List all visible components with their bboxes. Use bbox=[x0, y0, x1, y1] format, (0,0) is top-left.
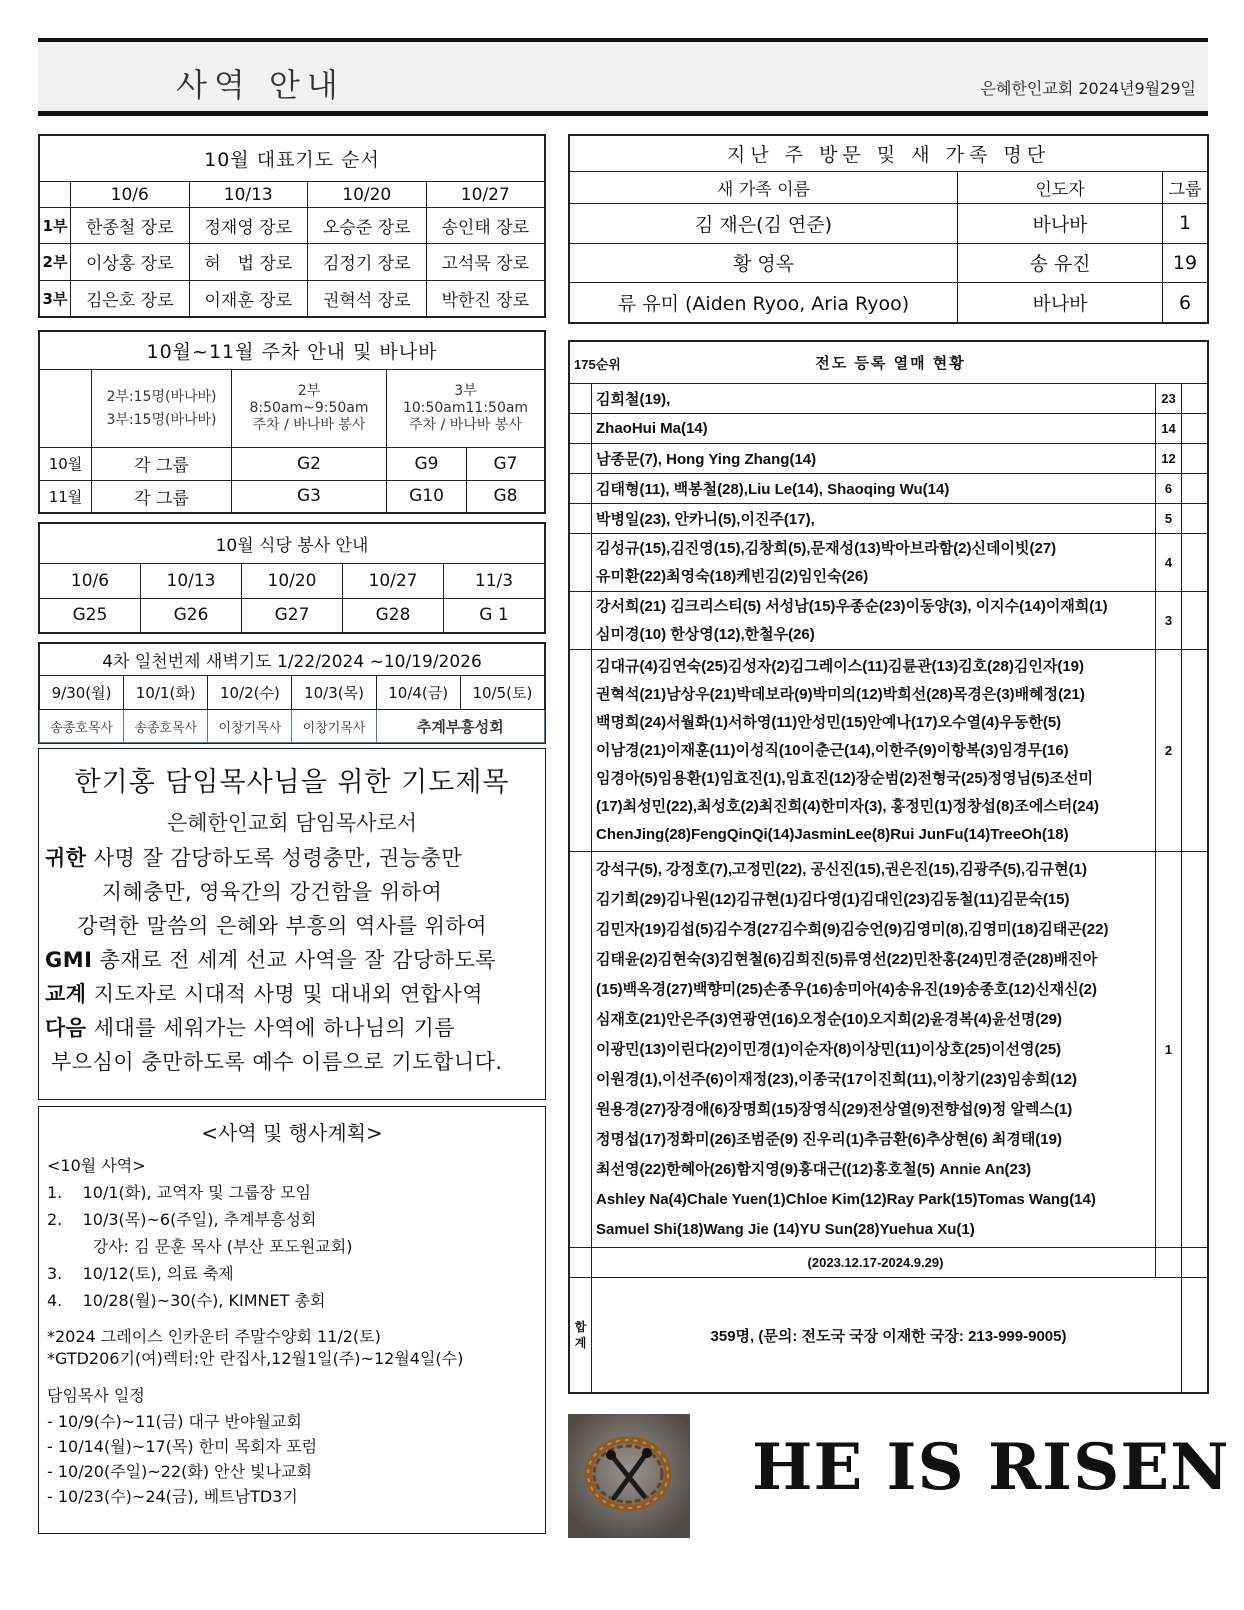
parking-head-line: 3부 bbox=[454, 383, 477, 399]
names-line: (15)백옥경(27)백향미(25)손종우(16)송미아(4)송유진(19)송종호(12)신재신(2) bbox=[596, 980, 1098, 998]
schedule-item: 1. 10/1(화), 교역자 및 그룹장 모임 bbox=[47, 1183, 312, 1202]
schedule-subtitle: <10월 사역> bbox=[47, 1156, 146, 1175]
evangelism-section bbox=[568, 340, 1209, 1394]
names-line: 김성규(15),김진영(15),김창희(5),문재성(13)박아브라함(2)신데이빗(27) bbox=[596, 539, 1057, 557]
schedule-note: *GTD206기(여)렉터:안 란집사,12월1일(주)~12월4일(수) bbox=[47, 1349, 464, 1368]
evangelism-period: (2023.12.17-2024.9.29) bbox=[592, 1248, 1156, 1278]
dawn-day: 10/4(금) bbox=[376, 676, 460, 710]
prayer-line bbox=[39, 1045, 545, 1079]
prayer-date: 10/27 bbox=[426, 182, 545, 208]
prayer-date: 10/6 bbox=[71, 182, 190, 208]
parking-head-line: 8:50am~9:50am bbox=[249, 400, 369, 416]
elder-name: 김은호 장로 bbox=[71, 280, 190, 316]
dawn-leader: 이창기목사 bbox=[208, 710, 292, 743]
names-line: 권혁석(21)남상우(21)박데보라(9)박미의(12)박희선(28)목경은(3)배혜정(21) bbox=[596, 685, 1085, 703]
names-line: 강서희(21) 김크리스티(5) 서성남(15)우종순(23)이동양(3), 이지수(14)이재희(1) bbox=[596, 597, 1108, 615]
visitor-group: 1 bbox=[1163, 204, 1208, 244]
names-line: 이광민(13)이린다(2)이민경(1)이순자(8)이상민(11)이상호(25)이선영(25) bbox=[596, 1040, 1062, 1058]
parking-cell: G9 bbox=[387, 448, 467, 481]
evangelism-names bbox=[592, 650, 1156, 852]
prayer-text: 사명 잘 감당하도록 성령충만, 권능충만 bbox=[86, 846, 463, 870]
column-header: 그룹 bbox=[1163, 172, 1208, 204]
dawn-event: 추계부흥성회 bbox=[376, 710, 544, 743]
table-row bbox=[570, 852, 1208, 1248]
prayer-topics-section bbox=[38, 748, 546, 1100]
prayer-text: 세대를 세워가는 사역에 하나님의 기름 bbox=[86, 1016, 456, 1040]
elder-name: 송인태 장로 bbox=[426, 208, 545, 244]
prayer-date: 10/20 bbox=[308, 182, 427, 208]
schedule-item: 2. 10/3(목)~6(주일), 추계부흥성회 bbox=[47, 1210, 317, 1229]
evangelism-names bbox=[592, 384, 1156, 414]
names-line: 심미경(10) 한상영(12),한철우(26) bbox=[596, 625, 815, 643]
parking-cell: 각 그룹 bbox=[92, 448, 232, 481]
church-date: 은혜한인교회 2024년9월29일 bbox=[980, 79, 1196, 98]
evangelism-count: 6 bbox=[1156, 474, 1182, 504]
elder-name: 허 법 장로 bbox=[189, 244, 308, 280]
table-row bbox=[570, 243, 1208, 283]
table-row bbox=[570, 414, 1208, 444]
prayer-order-section bbox=[38, 134, 546, 318]
cafeteria-date: 10/6 bbox=[40, 564, 141, 599]
parking-head-line: 3부:15명(바나바) bbox=[106, 411, 217, 428]
prayer-text: 지도자로 시대적 사명 및 대내외 연합사역 bbox=[86, 982, 483, 1006]
prayer-lead: 교계 bbox=[45, 982, 87, 1006]
parking-head-line: 2부 bbox=[297, 383, 321, 399]
dawn-leader: 송종호목사 bbox=[40, 710, 124, 743]
table-row bbox=[570, 384, 1208, 414]
names-line: (17)최성민(22),최성호(2)최진희(4)한미자(3), 홍정민(1)정창섭(8)조에스터(24) bbox=[596, 797, 1099, 815]
blank-cell bbox=[40, 182, 71, 208]
prayer-line bbox=[39, 943, 545, 977]
names-line: 김민자(19)김섭(5)김수경(27김수희(9)김승언(9)김영미(8),김영미(18)김태곤(22) bbox=[596, 920, 1109, 938]
table-row bbox=[570, 204, 1208, 244]
elder-name: 오승준 장로 bbox=[308, 208, 427, 244]
parking-section bbox=[38, 330, 546, 514]
evangelism-total: 359명, (문의: 전도국 국장 이재한 국장: 213-999-9005) bbox=[592, 1278, 1182, 1393]
names-line: 이원경(1),이선주(6)이재정(23),이종국(17이진희(11),이창기(23)임송희(12) bbox=[596, 1070, 1078, 1088]
table-row bbox=[40, 208, 545, 244]
prayer-lead: GMI bbox=[45, 948, 93, 972]
evangelism-names bbox=[592, 444, 1156, 474]
table-row bbox=[40, 480, 545, 513]
parking-head-line: 주차 / 바나바 봉사 bbox=[252, 417, 366, 433]
dawn-day: 10/2(수) bbox=[208, 676, 292, 710]
parking-head-line: 주차 / 바나바 봉사 bbox=[409, 417, 522, 433]
prayer-line bbox=[39, 977, 545, 1011]
prayer-date: 10/13 bbox=[189, 182, 308, 208]
elder-name: 정재영 장로 bbox=[189, 208, 308, 244]
cafeteria-group: G25 bbox=[40, 598, 141, 633]
service-label: 2부 bbox=[40, 244, 71, 280]
he-is-risen-banner: HE IS RISEN bbox=[752, 1430, 1230, 1505]
evangelism-count: 5 bbox=[1156, 504, 1182, 534]
names-line: 김태형(11), 백봉철(28),Liu Le(14), Shaoqing Wu(14) bbox=[596, 481, 950, 498]
names-line: Ashley Na(4)Chale Yuen(1)Chloe Kim(12)Ray Park(15)Tomas Wang(14) bbox=[596, 1190, 1096, 1208]
dawn-prayer-section bbox=[38, 642, 546, 744]
prayer-text: 지혜충만, 영육간의 강건함을 위하여 bbox=[101, 880, 443, 904]
cafeteria-date: 10/13 bbox=[141, 564, 242, 599]
total-label: 합계 bbox=[570, 1278, 592, 1393]
evangelism-names bbox=[592, 504, 1156, 534]
parking-cell: G2 bbox=[232, 448, 387, 481]
visitors-title: 지난 주 방문 및 새 가족 명단 bbox=[570, 136, 1208, 172]
elder-name: 권혁석 장로 bbox=[308, 280, 427, 316]
crown-of-thorns-nails-icon bbox=[568, 1414, 690, 1538]
visitor-name: 황 영옥 bbox=[570, 243, 958, 283]
evangelism-count: 3 bbox=[1156, 592, 1182, 650]
schedule-item: 4. 10/28(월)~30(수), KIMNET 총회 bbox=[47, 1291, 326, 1310]
elder-name: 이상홍 장로 bbox=[71, 244, 190, 280]
parking-cell: G8 bbox=[467, 480, 545, 513]
parking-cell: 각 그룹 bbox=[92, 480, 232, 513]
evangelism-names bbox=[592, 414, 1156, 444]
prayer-order-title: 10월 대표기도 순서 bbox=[40, 136, 545, 182]
pastor-schedule-item: - 10/9(수)~11(금) 대구 반야월교회 bbox=[47, 1412, 302, 1431]
schedule-section bbox=[38, 1106, 546, 1534]
visitor-leader: 바나바 bbox=[958, 283, 1163, 323]
table-row bbox=[40, 280, 545, 316]
parking-cell: G10 bbox=[387, 480, 467, 513]
cafeteria-group: G27 bbox=[242, 598, 343, 633]
visitor-name: 김 재은(김 연준) bbox=[570, 204, 958, 244]
evangelism-header bbox=[570, 342, 1208, 384]
table-row bbox=[570, 650, 1208, 852]
month-label: 11월 bbox=[40, 480, 92, 513]
table-row bbox=[40, 676, 545, 710]
prayer-text: 부으심이 충만하도록 예수 이름으로 기도합니다. bbox=[51, 1050, 503, 1074]
names-line: 정명섭(17)정화미(26)조범준(9) 진우리(1)추금환(6)추상현(6) 최경태(19) bbox=[596, 1130, 1062, 1148]
names-line: 남종문(7), Hong Ying Zhang(14) bbox=[596, 451, 817, 468]
dawn-leader: 송종호목사 bbox=[124, 710, 208, 743]
names-line: 김기희(29)김나원(12)김규현(1)김다영(1)김대인(23)김동철(11)김문숙(15) bbox=[596, 890, 1070, 908]
names-line: 최선영(22)한혜아(26)함지영(9)홍대근((12)홍호철(5) Annie An(23) bbox=[596, 1160, 1032, 1178]
evangelism-rank: 175순위 bbox=[574, 357, 621, 372]
names-line: 강석구(5), 강정호(7),고정민(22), 공신진(15),권은진(15),김광주(5),김규현(1) bbox=[596, 860, 1087, 878]
elder-name: 고석묵 장로 bbox=[426, 244, 545, 280]
service-label: 3부 bbox=[40, 280, 71, 316]
names-line: 김희철(19), bbox=[596, 391, 671, 408]
cafeteria-group: G 1 bbox=[444, 598, 545, 633]
prayer-text: 강력한 말씀의 은혜와 부흥의 역사를 위하여 bbox=[76, 914, 488, 938]
evangelism-count: 12 bbox=[1156, 444, 1182, 474]
visitor-group: 6 bbox=[1163, 283, 1208, 323]
visitor-name: 류 유미 (Aiden Ryoo, Aria Ryoo) bbox=[570, 283, 958, 323]
table-row bbox=[570, 534, 1208, 592]
schedule-item: 강사: 김 문훈 목사 (부산 포도원교회) bbox=[47, 1237, 353, 1256]
service-label: 1부 bbox=[40, 208, 71, 244]
pastor-schedule-item: - 10/14(월)~17(목) 한미 목회자 포럼 bbox=[47, 1437, 318, 1456]
names-line: 심재호(21)안은주(3)연광연(16)오정순(10)오지희(2)윤경복(4)윤선명(29) bbox=[596, 1010, 1062, 1028]
cafeteria-date: 11/3 bbox=[444, 564, 545, 599]
prayer-lead: 귀한 bbox=[45, 846, 87, 870]
visitor-leader: 바나바 bbox=[958, 204, 1163, 244]
column-header: 인도자 bbox=[958, 172, 1163, 204]
elder-name: 김정기 장로 bbox=[308, 244, 427, 280]
names-line: 이남경(21)이재훈(11)이성직(10이춘근(14),이한주(9)이항복(3)임경무(16) bbox=[596, 741, 1069, 759]
parking-head-line: 2부:15명(바나바) bbox=[106, 388, 217, 405]
cafeteria-date: 10/20 bbox=[242, 564, 343, 599]
table-row bbox=[570, 474, 1208, 504]
prayer-line bbox=[39, 875, 545, 909]
schedule-title: <사역 및 행사계획> bbox=[201, 1121, 383, 1145]
parking-title: 10월~11월 주차 안내 및 바나바 bbox=[40, 332, 545, 370]
evangelism-names bbox=[592, 852, 1156, 1248]
cafeteria-title: 10월 식당 봉사 안내 bbox=[40, 524, 545, 564]
dawn-leader: 이창기목사 bbox=[292, 710, 376, 743]
names-line: ZhaoHui Ma(14) bbox=[596, 420, 708, 437]
prayer-topics-subtitle: 은혜한인교회 담임목사로서 bbox=[166, 811, 418, 835]
table-row bbox=[570, 504, 1208, 534]
table-row bbox=[570, 283, 1208, 323]
cafeteria-section bbox=[38, 522, 546, 634]
table-row bbox=[40, 448, 545, 481]
parking-head-line: 10:50am11:50am bbox=[402, 400, 529, 416]
names-line: 박병일(23), 안카니(5),이진주(17), bbox=[596, 511, 815, 528]
month-label: 10월 bbox=[40, 448, 92, 481]
evangelism-names bbox=[592, 534, 1156, 592]
visitors-section bbox=[568, 134, 1209, 324]
evangelism-names bbox=[592, 474, 1156, 504]
dawn-day: 10/1(화) bbox=[124, 676, 208, 710]
schedule-note: *2024 그레이스 인카운터 주말수양회 11/2(토) bbox=[47, 1327, 381, 1346]
cafeteria-group: G28 bbox=[343, 598, 444, 633]
dawn-day: 10/5(토) bbox=[460, 676, 544, 710]
prayer-text: 총재로 전 세계 선교 사역을 잘 감당하도록 bbox=[92, 948, 497, 972]
names-line: Samuel Shi(18)Wang Jie (14)YU Sun(28)Yuehua Xu(1) bbox=[596, 1220, 975, 1238]
visitor-group: 19 bbox=[1163, 243, 1208, 283]
table-row bbox=[570, 444, 1208, 474]
evangelism-title: 전도 등록 열매 현황 bbox=[815, 355, 966, 372]
evangelism-count: 1 bbox=[1156, 852, 1182, 1248]
evangelism-count: 2 bbox=[1156, 650, 1182, 852]
prayer-lead: 다음 bbox=[45, 1016, 87, 1040]
names-line: 백명희(24)서월화(1)서하영(11)안성민(15)안예나(17)오수열(4)우동한(5) bbox=[596, 713, 1062, 731]
table-row bbox=[40, 710, 545, 743]
table-row bbox=[40, 244, 545, 280]
dawn-day: 9/30(월) bbox=[40, 676, 124, 710]
parking-cell: G3 bbox=[232, 480, 387, 513]
dawn-day: 10/3(목) bbox=[292, 676, 376, 710]
names-line: 원용경(27)장경애(6)장명희(15)장영식(29)전상열(9)전향섭(9)정 알렉스(1) bbox=[596, 1100, 1073, 1118]
prayer-line bbox=[39, 841, 545, 875]
cafeteria-group: G26 bbox=[141, 598, 242, 633]
evangelism-names bbox=[592, 592, 1156, 650]
table-row bbox=[40, 564, 545, 599]
schedule-item: 3. 10/12(토), 의료 축제 bbox=[47, 1264, 234, 1283]
prayer-topics-title: 한기홍 담임목사님을 위한 기도제목 bbox=[74, 767, 510, 798]
elder-name: 한종철 장로 bbox=[71, 208, 190, 244]
evangelism-count: 14 bbox=[1156, 414, 1182, 444]
pastor-schedule-item: - 10/23(수)~24(금), 베트남TD3기 bbox=[47, 1487, 298, 1506]
pastor-schedule-item: - 10/20(주일)~22(화) 안산 빛나교회 bbox=[47, 1462, 312, 1481]
prayer-line bbox=[39, 1011, 545, 1045]
elder-name: 박한진 장로 bbox=[426, 280, 545, 316]
page-title: 사역 안내 bbox=[176, 66, 345, 104]
names-line: 유미환(22)최영숙(18)케빈김(2)임인숙(26) bbox=[596, 567, 869, 585]
names-line: 임경아(5)임용환(1)임효진(1),임효진(12)장순범(2)전형국(25)정영님(5)조선미 bbox=[596, 769, 1093, 787]
names-line: ChenJing(28)FengQinQi(14)JasminLee(8)Rui JunFu(14)TreeOh(18) bbox=[596, 825, 1069, 843]
visitor-leader: 송 유진 bbox=[958, 243, 1163, 283]
blank-cell bbox=[40, 370, 92, 448]
names-line: 김태윤(2)김현숙(3)김현철(6)김희진(5)류영선(22)민찬홍(24)민경준(28)배진아 bbox=[596, 950, 1098, 968]
cafeteria-date: 10/27 bbox=[343, 564, 444, 599]
table-row bbox=[40, 598, 545, 633]
names-line: 김대규(4)김연숙(25)김성자(2)김그레이스(11)김륜관(13)김호(28)김인자(19) bbox=[596, 657, 1084, 675]
evangelism-count: 4 bbox=[1156, 534, 1182, 592]
pastor-schedule-title: 담임목사 일정 bbox=[47, 1386, 145, 1405]
prayer-line bbox=[39, 909, 545, 943]
elder-name: 이재훈 장로 bbox=[189, 280, 308, 316]
table-row bbox=[570, 592, 1208, 650]
dawn-title: 4차 일천번제 새벽기도 1/22/2024 ~10/19/2026 bbox=[40, 644, 545, 676]
evangelism-count: 23 bbox=[1156, 384, 1182, 414]
page-header bbox=[38, 38, 1208, 116]
column-header: 새 가족 이름 bbox=[570, 172, 958, 204]
parking-cell: G7 bbox=[467, 448, 545, 481]
